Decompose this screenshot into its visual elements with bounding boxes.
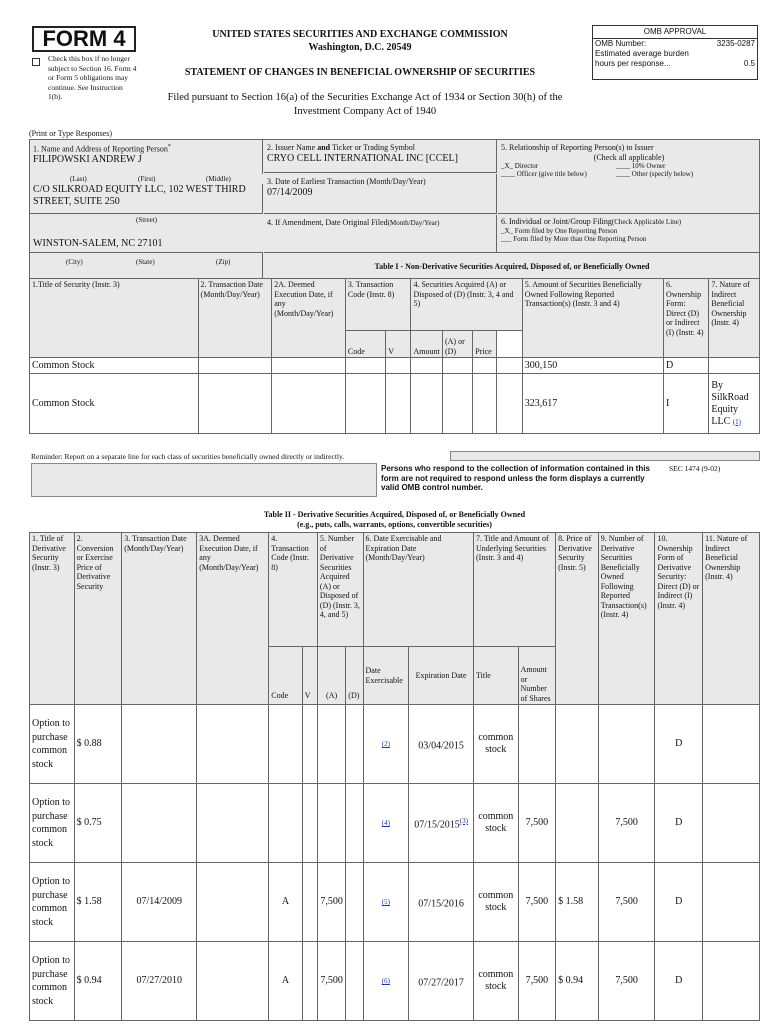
box6-hint: (Check Applicable Line) (611, 218, 682, 226)
filed-line-1: Filed pursuant to Section 16(a) of the Securities Exchange Act of 1934 or Section 30(h) of the (167, 92, 563, 103)
t2-r3-transaction-date: 07/27/2010 (122, 942, 197, 1021)
omb-burden-row (593, 49, 757, 59)
t1-sub-amount: Amount (411, 331, 443, 358)
table2-title (29, 510, 760, 529)
t2-r2-transaction-date: 07/14/2009 (122, 863, 197, 942)
footnote-link[interactable]: (5) (381, 898, 390, 906)
t2-r1-derivative-price (556, 784, 599, 863)
box6-filing (498, 215, 760, 252)
t2-h2: 2. Conversion or Exercise Price of Derivative Security (74, 533, 122, 705)
t2-r0-v-flag (302, 705, 317, 784)
t2-r1-v-flag (302, 784, 317, 863)
t2-r1-underlying-title: common stock (474, 784, 519, 863)
rel-owner: ____ 10% Owner (616, 162, 666, 170)
box3-label: 3. Date of Earliest Transaction (Month/Day/Year) (267, 177, 426, 186)
t2-r2-v-flag (302, 863, 317, 942)
t1-h2a: 2A. Deemed Execution Date, if any (Month/Day/Year) (272, 279, 346, 358)
t2-r2-conversion-price: $ 1.58 (74, 863, 122, 942)
t1-h5: 5. Amount of Securities Beneficially Owned Following Reported Transaction(s) (Instr. 3 and 4) (522, 279, 663, 358)
t2-sub-title: Title (474, 647, 519, 705)
checkbox-text: Check this box if no longer subject to Section 16. Form 4 or Form 5 obligations may continue. See Instruction 1(b). (48, 54, 137, 101)
t1-r1-nature (709, 374, 760, 434)
t2-r3-v-flag (302, 942, 317, 1021)
t2-r0-date-exercisable-footnote (363, 705, 409, 784)
t1-r1-title: Common Stock (30, 374, 199, 434)
t2-r0-transaction-code (269, 705, 302, 784)
t2-h3a: 3A. Deemed Execution Date, if any (Month/Day/Year) (197, 533, 269, 705)
omb-burden-label: Estimated average burden (595, 49, 689, 58)
zip-label: (Zip) (216, 258, 231, 266)
t2-r2-disposed-amount (346, 863, 363, 942)
t2-r1-disposed-amount (346, 784, 363, 863)
t2-r0-derivative-price (556, 705, 599, 784)
t2-h6: 6. Date Exercisable and Expiration Date (Month/Day/Year) (363, 533, 474, 647)
t1-r0-ownership: D (663, 358, 708, 374)
footnote-link[interactable]: (4) (381, 819, 390, 827)
expiration-date-text: 07/15/2015 (414, 819, 460, 831)
middle-label: (Middle) (206, 175, 231, 183)
expiration-date-text: 07/27/2017 (418, 977, 464, 989)
t2-r0-nature-indirect (703, 705, 760, 784)
t1-r1-amount: 323,617 (522, 374, 663, 434)
t2-r3-underlying-amount: 7,500 (518, 942, 556, 1021)
t1-sub-aord: (A) or (D) (442, 331, 472, 358)
t1-h1: 1.Title of Security (Instr. 3) (30, 279, 199, 358)
omb-approval-box (592, 25, 758, 80)
table-row (30, 942, 760, 1021)
omb-hours-row (593, 59, 757, 69)
t1-r1-ownership: I (663, 374, 708, 434)
statement-title: STATEMENT OF CHANGES IN BENEFICIAL OWNERSHIP OF SECURITIES (184, 67, 536, 78)
t2-r3-conversion-price: $ 0.94 (74, 942, 122, 1021)
table2-title-line: Table II - Derivative Securities Acquired, Disposed of, or Beneficially Owned (263, 510, 526, 519)
box2-issuer (264, 140, 497, 173)
table2 (29, 532, 760, 1021)
t2-sub-expiration: Expiration Date (409, 647, 474, 705)
t2-r1-ownership-form: D (655, 784, 703, 863)
t2-h1: 1. Title of Derivative Security (Instr. 3) (30, 533, 75, 705)
t2-h8: 8. Price of Derivative Security (Instr. 5) (556, 533, 599, 705)
city-state-zip-labels (30, 252, 263, 279)
rel-row-1 (498, 162, 760, 170)
table1-header-row (30, 279, 760, 331)
box1-mark: * (167, 144, 171, 150)
t2-h4: 4. Transaction Code (Instr. 8) (269, 533, 318, 647)
table-row (30, 358, 760, 374)
t2-r2-date-exercisable-footnote (363, 863, 409, 942)
t2-r0-underlying-amount (518, 705, 556, 784)
t2-r2-derivative-price: $ 1.58 (556, 863, 599, 942)
box2-label (264, 140, 496, 153)
t2-sub-d: (D) (346, 647, 363, 705)
t2-sub-v: V (302, 647, 317, 705)
table-row (30, 374, 760, 434)
t1-h6: 6. Ownership Form: Direct (D) or Indirect (I) (Instr. 4) (663, 279, 708, 358)
t2-r3-ownership-form: D (655, 942, 703, 1021)
t2-r0-owned-following (598, 705, 655, 784)
box4-label: 4. If Amendment, Date Original Filed (267, 218, 388, 227)
t2-r2-ownership-form: D (655, 863, 703, 942)
rel-other: ____ Other (specify below) (616, 170, 694, 178)
t2-r0-disposed-amount (346, 705, 363, 784)
last-label: (Last) (70, 175, 87, 183)
table1 (29, 278, 760, 434)
t1-sub-v: V (386, 331, 411, 358)
t2-r1-underlying-amount: 7,500 (518, 784, 556, 863)
earliest-date: 07/14/2009 (267, 186, 313, 198)
address-block (30, 184, 263, 214)
t1-sub-price: Price (473, 331, 497, 358)
table-row (30, 863, 760, 942)
t2-r0-ownership-form: D (655, 705, 703, 784)
t2-r0-expiration-date (409, 705, 474, 784)
t2-r3-owned-following: 7,500 (598, 942, 655, 1021)
reminder-box (31, 463, 377, 497)
t2-r3-date-exercisable-footnote (363, 942, 409, 1021)
box2-label-and: and (317, 143, 331, 152)
t2-sub-amount: Amount or Number of Shares (518, 647, 556, 705)
t2-r2-transaction-code: A (269, 863, 302, 942)
box2-label-suffix: Ticker or Trading Symbol (330, 143, 416, 152)
box5-sub: (Check all applicable) (593, 152, 665, 162)
t2-r3-derivative-price: $ 0.94 (556, 942, 599, 1021)
t2-r3-deriv-title: Option to purchase common stock (30, 942, 75, 1021)
t2-r0-conversion-price: $ 0.88 (74, 705, 122, 784)
omb-number-row (593, 39, 757, 49)
t2-sub-a: (A) (317, 647, 345, 705)
first-label: (First) (138, 175, 156, 183)
t2-h9: 9. Number of Derivative Securities Beneficially Owned Following Reported Transaction(s) (Instr. 4) (598, 533, 655, 705)
name-part-labels (30, 175, 263, 184)
t2-r2-acquired-amount: 7,500 (317, 863, 345, 942)
agency-title (150, 28, 570, 54)
t2-r1-nature-indirect (703, 784, 760, 863)
rel-row-2 (498, 170, 760, 178)
omb-number-value: 3235-0287 (716, 39, 755, 48)
reporting-person-name: FILIPOWSKI ANDREW J (33, 154, 142, 166)
filing-more: ___ Form filed by More than One Reporting Person (501, 234, 647, 243)
box6-label: 6. Individual or Joint/Group Filing (501, 217, 612, 226)
t2-h5: 5. Number of Derivative Securities Acquired (A) or Disposed of (D) (Instr. 3, 4, and 5) (317, 533, 363, 647)
t1-r0-title: Common Stock (30, 358, 199, 374)
footnote-link[interactable]: (2) (381, 740, 390, 748)
table-row (30, 784, 760, 863)
t2-r2-expiration-date (409, 863, 474, 942)
t2-r0-underlying-title: common stock (474, 705, 519, 784)
t2-r2-nature-indirect (703, 863, 760, 942)
box5-relationship (498, 140, 760, 214)
expiration-date-text: 03/04/2015 (418, 740, 464, 752)
form-label: FORM 4 (32, 26, 136, 52)
t2-r0-transaction-date (122, 705, 197, 784)
table2-body (30, 705, 760, 1021)
box2-label-prefix: 2. Issuer Name (267, 143, 318, 152)
persons-notice: Persons who respond to the collection of information contained in this form are not required to respond unless the form displays a currently valid OMB control number. (381, 464, 650, 492)
t2-r3-expiration-date (409, 942, 474, 1021)
t2-r3-nature-indirect (703, 942, 760, 1021)
t2-r1-transaction-date (122, 784, 197, 863)
t2-r1-owned-following: 7,500 (598, 784, 655, 863)
t1-h7: 7. Nature of Indirect Beneficial Ownership (Instr. 4) (709, 279, 760, 358)
city-label: (City) (66, 258, 83, 266)
footnote-link[interactable]: (6) (381, 977, 390, 985)
omb-hours-value: 0.5 (743, 59, 755, 68)
t2-r3-deemed-date (197, 942, 269, 1021)
t2-r3-underlying-title: common stock (474, 942, 519, 1021)
filed-line-2: Investment Company Act of 1940 (293, 106, 437, 117)
footnote-link-1[interactable]: (1) (732, 417, 741, 426)
t2-h7: 7. Title and Amount of Underlying Securities (Instr. 3 and 4) (474, 533, 556, 647)
omb-title: OMB APPROVAL (593, 26, 757, 39)
t2-sub-code: Code (269, 647, 302, 705)
reminder-bar (450, 451, 760, 461)
box3-earliest (264, 174, 497, 214)
street-label: (Street) (136, 216, 157, 224)
no-longer-subject-checkbox[interactable] (32, 58, 40, 66)
t2-r1-date-exercisable-footnote (363, 784, 409, 863)
t2-r3-disposed-amount (346, 942, 363, 1021)
t2-r3-acquired-amount: 7,500 (317, 942, 345, 1021)
t2-h10: 10. Ownership Form of Derivative Security: Direct (D) or Indirect (I) (Instr. 4) (655, 533, 703, 705)
t1-r0-amount: 300,150 (522, 358, 663, 374)
table1-title: Table I - Non-Derivative Securities Acquired, Disposed of, or Beneficially Owned (264, 252, 760, 279)
city-state-zip: WINSTON-SALEM, NC 27101 (33, 238, 163, 249)
t1-h2: 2. Transaction Date (Month/Day/Year) (198, 279, 272, 358)
filed-pursuant (145, 91, 585, 119)
box4-hint: (Month/Day/Year) (387, 219, 440, 227)
filing-one: _X_ Form filed by One Reporting Person (501, 226, 618, 235)
table-row (30, 705, 760, 784)
t2-r1-expiration-date (409, 784, 474, 863)
agency-line-2: Washington, D.C. 20549 (308, 42, 412, 53)
t2-r0-deemed-date (197, 705, 269, 784)
t1-h4: 4. Securities Acquired (A) or Disposed of (D) (Instr. 3, 4 and 5) (411, 279, 522, 331)
t2-r1-deriv-title: Option to purchase common stock (30, 784, 75, 863)
t2-r0-deriv-title: Option to purchase common stock (30, 705, 75, 784)
box1-label: 1. Name and Address of Reporting Person (33, 144, 168, 154)
print-note: (Print or Type Responses) (29, 129, 113, 138)
issuer-name: CRYO CELL INTERNATIONAL INC [CCEL] (267, 152, 458, 164)
expiration-date-text: 07/15/2016 (418, 898, 464, 910)
t2-r2-deemed-date (197, 863, 269, 942)
box1-name (30, 140, 263, 174)
t2-r1-transaction-code (269, 784, 302, 863)
omb-hours-label: hours per response... (595, 59, 671, 68)
reminder-text: Reminder: Report on a separate line for each class of securities beneficially owned directly or indirectly. (31, 452, 345, 461)
t2-r2-underlying-title: common stock (474, 863, 519, 942)
t2-r2-underlying-amount: 7,500 (518, 863, 556, 942)
t2-sub-exercisable: Date Exercisable (363, 647, 409, 705)
agency-line-1: UNITED STATES SECURITIES AND EXCHANGE COMMISSION (212, 29, 508, 40)
t2-r2-owned-following: 7,500 (598, 863, 655, 942)
t2-h3: 3. Transaction Date (Month/Day/Year) (122, 533, 197, 705)
footnote-link[interactable]: (3) (459, 816, 468, 825)
rel-officer: ____ Officer (give title below) (501, 170, 587, 178)
t2-r1-acquired-amount (317, 784, 345, 863)
table2-header-row (30, 533, 760, 647)
t2-r1-deemed-date (197, 784, 269, 863)
t1-sub-code: Code (345, 331, 385, 358)
omb-number-label: OMB Number: (595, 39, 647, 48)
t1-r1-nature-text: By SilkRoad Equity LLC (711, 379, 749, 427)
sec-code: SEC 1474 (9-02) (669, 464, 721, 473)
t2-r3-transaction-code: A (269, 942, 302, 1021)
t1-h3: 3. Transaction Code (Instr. 8) (345, 279, 411, 331)
rel-director: _X_ Director (501, 162, 539, 170)
reporting-address: C/O SILKROAD EQUITY LLC, 102 WEST THIRD STREET, SUITE 250 (33, 184, 246, 207)
box5-label: 5. Relationship of Reporting Person(s) to Issuer (501, 143, 654, 152)
t2-r0-acquired-amount (317, 705, 345, 784)
table2-subtitle-line: (e.g., puts, calls, warrants, options, convertible securities) (297, 519, 492, 529)
t2-h11: 11. Nature of Indirect Beneficial Ownership (Instr. 4) (703, 533, 760, 705)
t2-r2-deriv-title: Option to purchase common stock (30, 863, 75, 942)
box4-amendment (264, 215, 497, 252)
state-label: (State) (136, 258, 155, 266)
t2-r1-conversion-price: $ 0.75 (74, 784, 122, 863)
